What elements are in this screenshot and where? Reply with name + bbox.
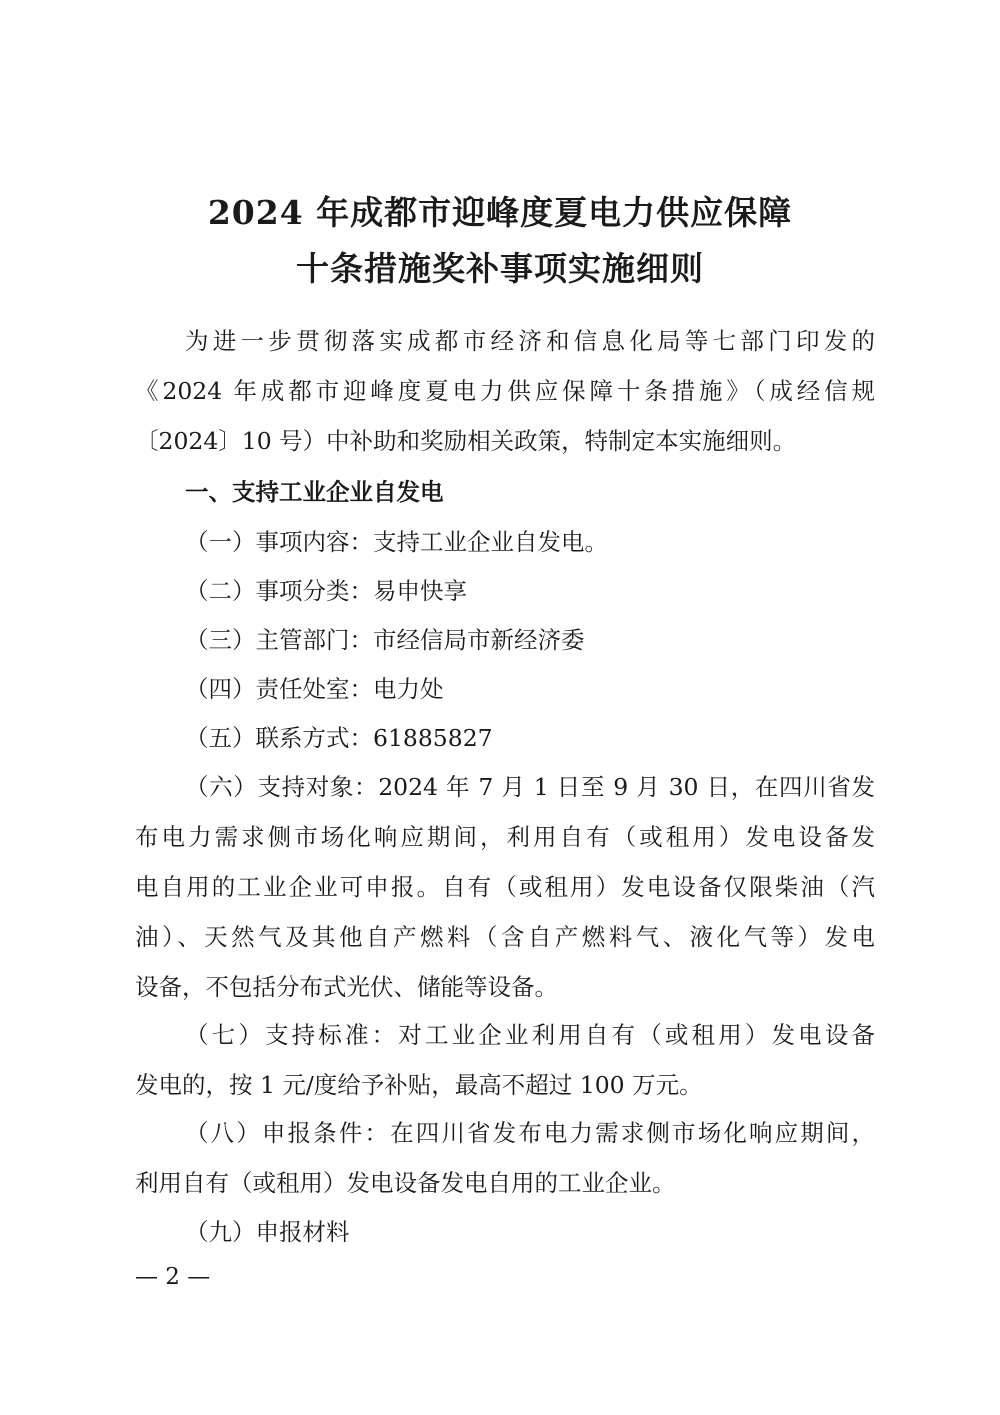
item-condition-line-2: 利用自有（或租用）发电设备发电自用的工业企业。 [135, 1169, 676, 1197]
item-condition-line-1: （八）申报条件：在四川省发布电力需求侧市场化响应期间， [185, 1119, 875, 1147]
section-heading: 一、支持工业企业自发电 [185, 478, 444, 506]
item-department: （三）主管部门：市经信局市新经济委 [185, 626, 585, 654]
item-target-line-4: 油）、天然气及其他自产燃料（含自产燃料气、液化气等）发电 [135, 923, 875, 951]
item-office: （四）责任处室：电力处 [185, 675, 444, 703]
intro-line-2: 《2024 年成都市迎峰度夏电力供应保障十条措施》（成经信规 [135, 377, 875, 405]
title-line-1: 2024 年成都市迎峰度夏电力供应保障 [207, 193, 793, 232]
item-category: （二）事项分类：易申快享 [185, 577, 467, 605]
intro-line-1: 为进一步贯彻落实成都市经济和信息化局等七部门印发的 [185, 327, 875, 355]
item-materials: （九）申报材料 [185, 1218, 350, 1246]
intro-line-3: 〔2024〕10 号）中补助和奖励相关政策，特制定本实施细则。 [135, 427, 797, 455]
item-standard-line-1: （七）支持标准：对工业企业利用自有（或租用）发电设备 [185, 1021, 875, 1049]
title-line-2: 十条措施奖补事项实施细则 [296, 249, 704, 288]
item-standard-line-2: 发电的，按 1 元/度给予补贴，最高不超过 100 万元。 [135, 1071, 703, 1099]
item-target-line-3: 电自用的工业企业可申报。自有（或租用）发电设备仅限柴油（汽 [135, 873, 875, 901]
item-target-line-5: 设备，不包括分布式光伏、储能等设备。 [135, 973, 558, 1001]
page-number: — 2 — [135, 1264, 211, 1290]
item-contact: （五）联系方式：61885827 [185, 724, 493, 752]
item-content: （一）事项内容：支持工业企业自发电。 [185, 528, 608, 556]
item-target-line-1: （六）支持对象：2024 年 7 月 1 日至 9 月 30 日，在四川省发 [185, 773, 875, 801]
item-target-line-2: 布电力需求侧市场化响应期间，利用自有（或租用）发电设备发 [135, 823, 875, 851]
